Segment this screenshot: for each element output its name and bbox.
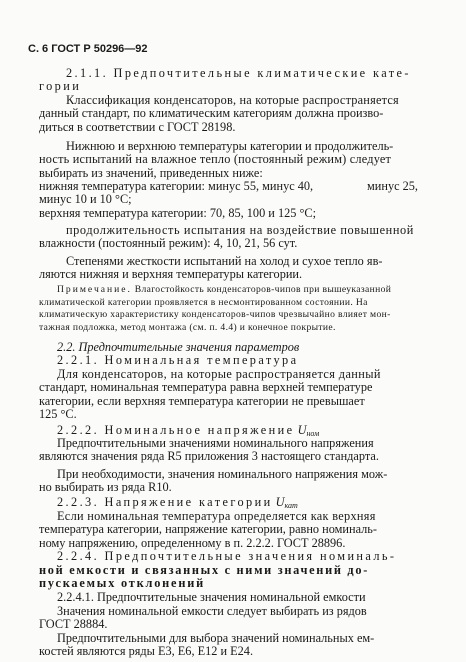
text-line: Классификация конденсаторов, на которые распространяется: [66, 92, 399, 107]
text-line: ГОСТ 28884.: [39, 617, 108, 632]
text-line: категории, если верхняя температура категории не превышает: [39, 393, 365, 408]
text-line: Для конденсаторов, на которые распространяется данный: [57, 366, 381, 381]
clause-2-2-2-heading: [57, 423, 319, 437]
clause-2-2-3-heading: [57, 495, 298, 509]
text-line: Предпочтительными значениями номинального напряжения: [57, 435, 374, 450]
text-line: верхняя температура категории: 70, 85, 100 и 125 °С;: [39, 205, 317, 220]
text-line: Нижнюю и верхнюю температуры категории и продолжитель-: [66, 138, 394, 153]
text-line: выбирать из значений, приведенных ниже:: [39, 165, 263, 180]
text-line: диться в соответствии с ГОСТ 28198.: [39, 119, 236, 134]
text-line: но выбирать из ряда R10.: [39, 480, 172, 494]
text-line: Если номинальная температура определяется как верхняя: [57, 508, 376, 523]
text-line: ность испытаний на влажное тепло (постоянный режим) следует: [39, 152, 392, 167]
text-line: стандарт, номинальная температура равна верхней температуре: [39, 380, 373, 395]
text-line: являются значения ряда R5 приложения 3 настоящего стандарта.: [39, 449, 379, 464]
note-line: климатическую характеристику конденсаторов-чипов чрезвычайно влияет мон-: [39, 309, 391, 321]
text-line: ному напряжению, определенному в п. 2.2.2. ГОСТ 28896.: [39, 535, 346, 550]
text-line: При необходимости, значения номинального напряжения мож-: [57, 466, 388, 481]
note-text: Влагостойкость конденсаторов-чипов при вышеуказанной: [134, 284, 392, 296]
clause-2-2-4-heading: 2.2.4. Предпочтительные значения номиналь-: [57, 549, 397, 564]
clause-2-2-1-heading: 2.2.1. Номинальная температура: [57, 353, 299, 368]
symbol-subscript: кат: [284, 501, 298, 511]
clause-2-2-4-heading-cont: пускаемых отклонений: [39, 575, 205, 590]
text-line: Значения номинальной емкости следует выбирать из рядов: [57, 603, 367, 618]
text-line: минус 10 и 10 °С;: [39, 192, 132, 207]
text-line: минус 25,: [367, 178, 418, 193]
note-line: тажная подложка, метод монтажа (см. п. 4.4) и конечное покрытие.: [39, 321, 336, 333]
text-line: продолжительность испытания на воздействие повышенной: [66, 223, 414, 237]
clause-2-2-4-heading-cont: ной емкости и связанных с ними значений до-: [39, 562, 369, 577]
symbol-subscript: ном: [306, 428, 320, 438]
text-line: температура категории, напряжение категории, равно номиналь-: [39, 522, 377, 537]
text-line: Предпочтительными для выбора значений номинальных ем-: [57, 630, 375, 645]
text-line: 125 °С.: [39, 407, 77, 422]
text-line: данный стандарт, по климатическим категориям должна произво-: [39, 106, 384, 120]
clause-2-2-2-title: 2.2.2. Номинальное напряжение: [57, 422, 295, 437]
symbol-u: U: [275, 495, 285, 510]
page-header: С. 6 ГОСТ Р 50296—92: [28, 43, 148, 55]
note-label: Примечание.: [57, 284, 132, 296]
note-line: климатической категории проявляется в несмонтированном состоянии. На: [39, 296, 368, 308]
text-line: Степенями жесткости испытаний на холод и сухое тепло яв-: [66, 253, 383, 268]
section-2-2-heading: 2.2. Предпочтительные значения параметров: [57, 340, 300, 354]
text-line: костей являются ряды E3, E6, E12 и E24.: [39, 644, 254, 658]
clause-2-1-1-heading-cont: гории: [39, 79, 82, 94]
clause-2-2-3-title: 2.2.3. Напряжение категории: [57, 495, 273, 510]
symbol-u: U: [297, 422, 307, 437]
text-line: нижняя температура категории: минус 55, минус 40,: [39, 178, 314, 193]
clause-2-1-1-heading: 2.1.1. Предпочтительные климатические кате-: [66, 65, 411, 80]
clause-2-2-4-1-heading: 2.2.4.1. Предпочтительные значения номинальной емкости: [57, 590, 366, 605]
text-line: ляются нижняя и верхняя температуры категории.: [39, 267, 303, 282]
text-line: влажности (постоянный режим): 4, 10, 21, 56 сут.: [39, 236, 298, 251]
